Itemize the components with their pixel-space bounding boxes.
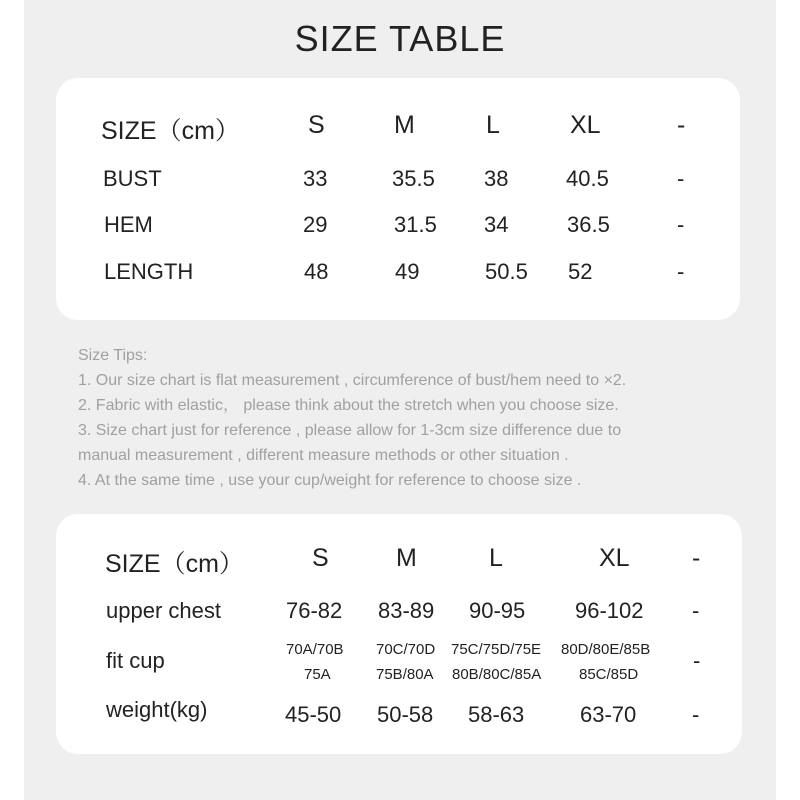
cell-hem-dash: - xyxy=(677,212,685,237)
fit-table-card xyxy=(56,514,742,754)
cell-bust-s: 33 xyxy=(303,166,328,191)
cell-length-xl: 52 xyxy=(568,259,593,284)
row-weight-label: weight(kg) xyxy=(106,697,208,722)
cell-hem-l: 34 xyxy=(484,212,509,237)
row-hem-label: HEM xyxy=(104,212,153,237)
cell-bust-xl: 40.5 xyxy=(566,166,609,191)
cell-weight-l: 58-63 xyxy=(468,702,525,727)
header-size-cm: SIZE（cm） xyxy=(101,117,240,145)
row-fit-cup-label: fit cup xyxy=(106,648,165,673)
tip-line: 3. Size chart just for reference , please allow for 1-3cm size difference due to xyxy=(78,422,622,439)
tips-heading: Size Tips: xyxy=(78,347,148,364)
cell-weight-xl: 63-70 xyxy=(580,702,637,727)
cell-upper-chest-xl: 96-102 xyxy=(575,598,644,623)
header-l: L xyxy=(489,544,503,572)
cell-weight-dash: - xyxy=(692,702,700,727)
row-length-label: LENGTH xyxy=(104,259,194,284)
cell-fit-cup-xl-line1: 80D/80E/85B xyxy=(561,641,651,658)
header-xl: XL xyxy=(599,544,630,572)
cell-bust-dash: - xyxy=(677,166,685,191)
size-table-card xyxy=(56,78,740,320)
row-upper-chest-label: upper chest xyxy=(106,598,221,623)
cell-hem-xl: 36.5 xyxy=(567,212,610,237)
cell-length-l: 50.5 xyxy=(485,259,528,284)
cell-fit-cup-s-line1: 70A/70B xyxy=(286,641,344,658)
cell-bust-m: 35.5 xyxy=(392,166,435,191)
cell-fit-cup-l-line2: 80B/80C/85A xyxy=(452,666,542,683)
cell-length-m: 49 xyxy=(395,259,420,284)
cell-fit-cup-xl-line2: 85C/85D xyxy=(579,666,639,683)
cell-upper-chest-m: 83-89 xyxy=(378,598,435,623)
cell-fit-cup-m-line1: 70C/70D xyxy=(376,641,436,658)
size-tips xyxy=(78,343,758,493)
cell-fit-cup-dash: - xyxy=(693,648,701,673)
header-m: M xyxy=(394,111,415,139)
cell-upper-chest-s: 76-82 xyxy=(286,598,343,623)
cell-fit-cup-s-line2: 75A xyxy=(304,666,331,683)
tip-line: 4. At the same time , use your cup/weight for reference to choose size . xyxy=(78,472,582,489)
header-s: S xyxy=(308,111,325,139)
cell-weight-m: 50-58 xyxy=(377,702,434,727)
cell-bust-l: 38 xyxy=(484,166,509,191)
header-xl: XL xyxy=(570,111,601,139)
cell-length-dash: - xyxy=(677,259,685,284)
header-m: M xyxy=(396,544,417,572)
header-dash: - xyxy=(692,544,701,572)
tip-line: 2. Fabric with elastic， please think about the stretch when you choose size. xyxy=(78,397,619,414)
cell-upper-chest-l: 90-95 xyxy=(469,598,526,623)
cell-fit-cup-m-line2: 75B/80A xyxy=(376,666,434,683)
cell-length-s: 48 xyxy=(304,259,329,284)
header-l: L xyxy=(486,111,500,139)
cell-fit-cup-l-line1: 75C/75D/75E xyxy=(451,641,542,658)
cell-hem-s: 29 xyxy=(303,212,328,237)
tip-line: manual measurement , different measure methods or other situation . xyxy=(78,447,569,464)
cell-weight-s: 45-50 xyxy=(285,702,342,727)
tip-line: 1. Our size chart is flat measurement , circumference of bust/hem need to ×2. xyxy=(78,372,627,389)
header-size-cm: SIZE（cm） xyxy=(105,550,244,578)
page-title: SIZE TABLE xyxy=(294,18,506,59)
row-bust-label: BUST xyxy=(103,166,162,191)
header-dash: - xyxy=(677,111,686,139)
cell-hem-m: 31.5 xyxy=(394,212,437,237)
header-s: S xyxy=(312,544,329,572)
cell-upper-chest-dash: - xyxy=(692,598,700,623)
